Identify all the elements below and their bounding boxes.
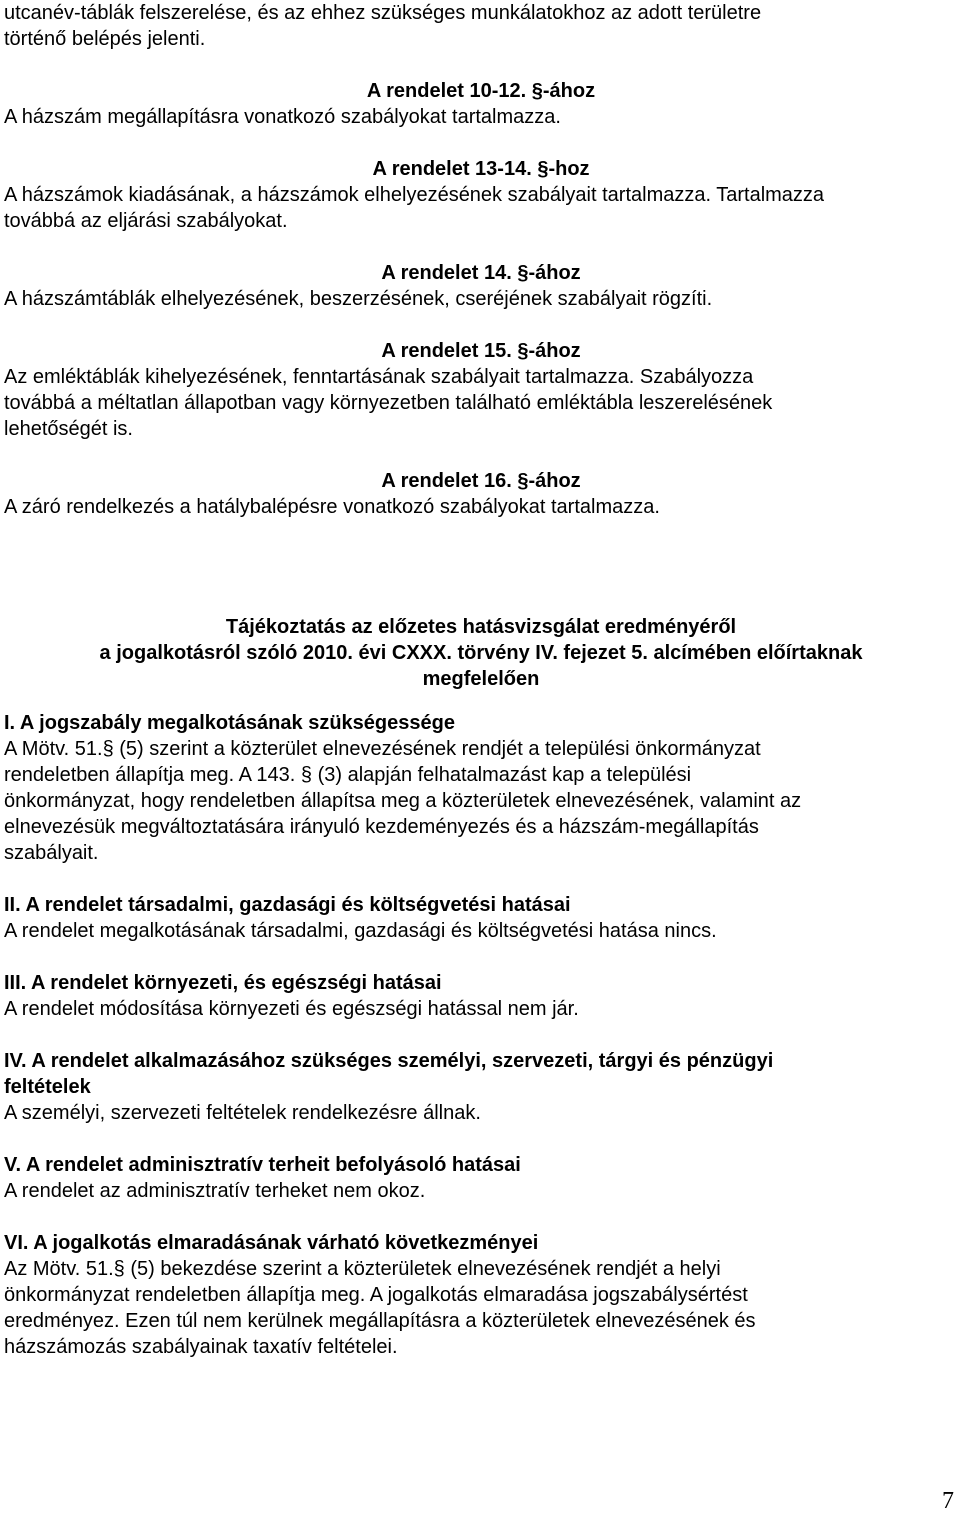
impact-text: szabályait. [4,842,99,864]
info-title-line-2: a jogalkotásról szóló 2010. évi CXXX. törvény IV. fejezet 5. alcímében előírtaknak [99,642,863,664]
section-symbol: § [537,158,549,180]
intro-line-1: utcanév-táblák felszerelése, és az ehhez szükséges munkálatokhoz az adott területre [4,2,762,24]
info-title-line-1: Tájékoztatás az előzetes hatásvizsgálat eredményéről [225,616,737,638]
impact-title-6: VI. A jogalkotás elmaradásának várható következményei [4,1232,539,1254]
impact-text: eredményez. Ezen túl nem kerülnek megállapításra a közterületek elnevezésének és [4,1310,756,1332]
section-heading-14: A rendelet 14. §-ához [381,262,581,284]
impact-text: A Mötv. 51.§ (5) szerint a közterület elnevezésének rendjét a települési önkormányzat [4,738,761,760]
section-text: Az emléktáblák kihelyezésének, fenntartásának szabályait tartalmazza. Szabályozza [4,366,754,388]
impact-text: házszámozás szabályainak taxatív feltételei. [4,1336,398,1358]
impact-text: önkormányzat, hogy rendeletben állapítsa meg a közterületek elnevezésének, valamint az [4,790,802,812]
impact-text: A rendelet az adminisztratív terheket nem okoz. [4,1180,426,1202]
section-text: A házszám megállapításra vonatkozó szabályokat tartalmazza. [4,106,561,128]
page-number: 7 [942,1488,954,1514]
impact-text: önkormányzat rendeletben állapítja meg. A jogalkotás elmaradása jogszabálysértést [4,1284,748,1306]
section-symbol: § [517,340,529,362]
impact-title-4-line-2: feltételek [4,1076,91,1098]
section-symbol: § [517,470,529,492]
impact-text: Az Mötv. 51.§ (5) bekezdése szerint a közterületek elnevezésének rendjét a helyi [4,1258,721,1280]
section-heading-10-12: A rendelet 10-12. §-ához [366,80,596,102]
section-text: A házszámok kiadásának, a házszámok elhelyezésének szabályait tartalmazza. Tartalmazza [4,184,825,206]
section-text: A záró rendelkezés a hatálybalépésre vonatkozó szabályokat tartalmazza. [4,496,660,518]
section-text: A házszámtáblák elhelyezésének, beszerzésének, cseréjének szabályait rögzíti. [4,288,713,310]
section-heading-13-14: A rendelet 13-14. §-hoz [372,158,590,180]
section-heading-16: A rendelet 16. §-ához [381,470,581,492]
impact-title-1: I. A jogszabály megalkotásának szükségessége [4,712,455,734]
impact-title-5: V. A rendelet adminisztratív terheit befolyásoló hatásai [4,1154,521,1176]
impact-text: A rendelet megalkotásának társadalmi, gazdasági és költségvetési hatása nincs. [4,920,717,942]
intro-line-2: történő belépés jelenti. [4,28,206,50]
section-text: továbbá az eljárási szabályokat. [4,210,288,232]
document-page [4,0,958,1360]
section-symbol: § [517,262,529,284]
impact-text: elnevezésük megváltoztatására irányuló kezdeményezés és a házszám-megállapítás [4,816,759,838]
section-symbol: § [531,80,543,102]
impact-title-4-line-1: IV. A rendelet alkalmazásához szükséges személyi, szervezeti, tárgyi és pénzügyi [4,1050,774,1072]
info-title-line-3: megfelelően [422,668,540,690]
impact-text: rendeletben állapítja meg. A 143. § (3) alapján felhatalmazást kap a települési [4,764,692,786]
impact-title-3: III. A rendelet környezeti, és egészségi hatásai [4,972,442,994]
section-text: továbbá a méltatlan állapotban vagy környezetben található emléktábla leszerelésének [4,392,773,414]
impact-title-2: II. A rendelet társadalmi, gazdasági és költségvetési hatásai [4,894,571,916]
section-text: lehetőségét is. [4,418,133,440]
section-heading-15: A rendelet 15. §-ához [381,340,581,362]
impact-text: A személyi, szervezeti feltételek rendelkezésre állnak. [4,1102,481,1124]
impact-text: A rendelet módosítása környezeti és egészségi hatással nem jár. [4,998,579,1020]
